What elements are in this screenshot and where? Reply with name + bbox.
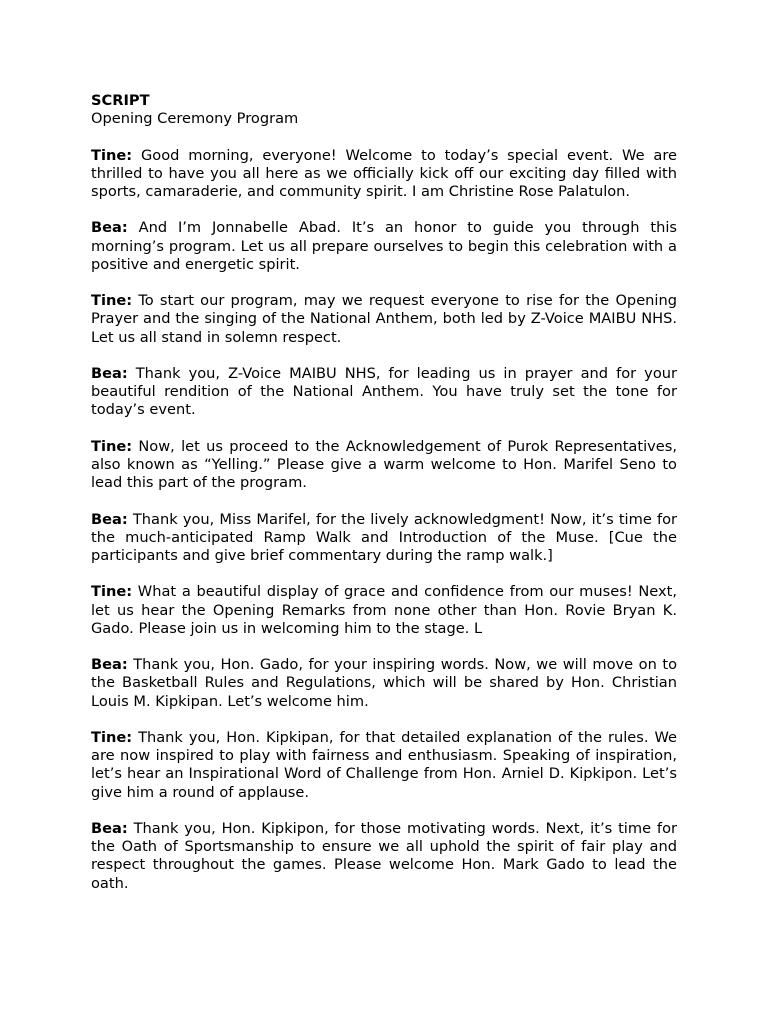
speaker-label: Tine: [91,728,133,746]
script-paragraph-6 [91,511,677,566]
script-paragraph-10 [91,820,677,893]
speaker-label: Bea: [91,819,128,837]
script-paragraph-9 [91,729,677,802]
speaker-label: Bea: [91,219,128,237]
script-paragraph-3 [91,292,677,347]
speaker-label: Bea: [91,656,128,674]
dialogue-text: Thank you, Z-Voice MAIBU NHS, for leading us in prayer and for your beautiful rendition of the National Anthem. You have truly set the tone for today’s event. [91,364,677,419]
script-paragraph-5 [91,438,677,493]
speaker-label: Tine: [91,146,133,164]
dialogue-text: Thank you, Hon. Kipkipon, for those motivating words. Next, it’s time for the Oath of Sportsmanship to ensure we all uphold the spirit of fair play and respect throughout the games. Please welcome Hon. Mark Gado to lead the oath. [91,819,678,892]
dialogue-text: What a beautiful display of grace and confidence from our muses! Next, let us hear the Opening Remarks from none other than Hon. Rovie Bryan K. Gado. Please join us in welcoming him to the stage. L [91,583,677,637]
dialogue-text: And I’m Jonnabelle Abad. It’s an honor to guide you through this morning’s program. Let us all prepare ourselves to begin this celebration with a positive and energetic spirit. [91,219,678,273]
speaker-label: Tine: [91,437,133,455]
dialogue-text: Thank you, Miss Marifel, for the lively acknowledgment! Now, it’s time for the much-anticipated Ramp Walk and Introduction of the Muse. [Cue the participants and give brief commentary during the ramp walk.] [91,510,678,564]
dialogue-text: Now, let us proceed to the Acknowledgement of Purok Representatives, also known as “Yelling.” Please give a warm welcome to Hon. Marifel Seno to lead this part of the program. [91,437,678,492]
script-paragraph-2 [91,219,677,274]
speaker-label: Tine: [91,292,133,310]
script-paragraph-8 [91,656,677,711]
speaker-label: Bea: [91,510,128,528]
dialogue-text: Thank you, Hon. Kipkipan, for that detailed explanation of the rules. We are now inspired to play with fairness and enthusiasm. Speaking of inspiration, let’s hear an Inspirational Word of Challenge from Hon. Arniel D. Kipkipon. Let’s give him a round of applause. [91,728,677,801]
script-paragraph-7 [91,583,677,638]
dialogue-text: Thank you, Hon. Gado, for your inspiring words. Now, we will move on to the Basketball Rules and Regulations, which will be shared by Hon. Christian Louis M. Kipkipan. Let’s welcome him. [91,656,677,710]
dialogue-text: To start our program, may we request everyone to rise for the Opening Prayer and the singing of the National Anthem, both led by Z-Voice MAIBU NHS. Let us all stand in solemn respect. [91,292,677,346]
script-paragraph-1 [91,147,677,202]
speaker-label: Tine: [91,583,133,601]
document-subtitle: Opening Ceremony Program [91,110,299,128]
document-title: SCRIPT [91,92,150,109]
document-page [91,92,677,911]
script-paragraph-4 [91,365,677,420]
dialogue-text: Good morning, everyone! Welcome to today’s special event. We are thrilled to have you all here as we officially kick off our exciting day filled with sports, camaraderie, and community spirit. I am Christine Rose Palatulon. [91,146,678,200]
speaker-label: Bea: [91,364,128,382]
